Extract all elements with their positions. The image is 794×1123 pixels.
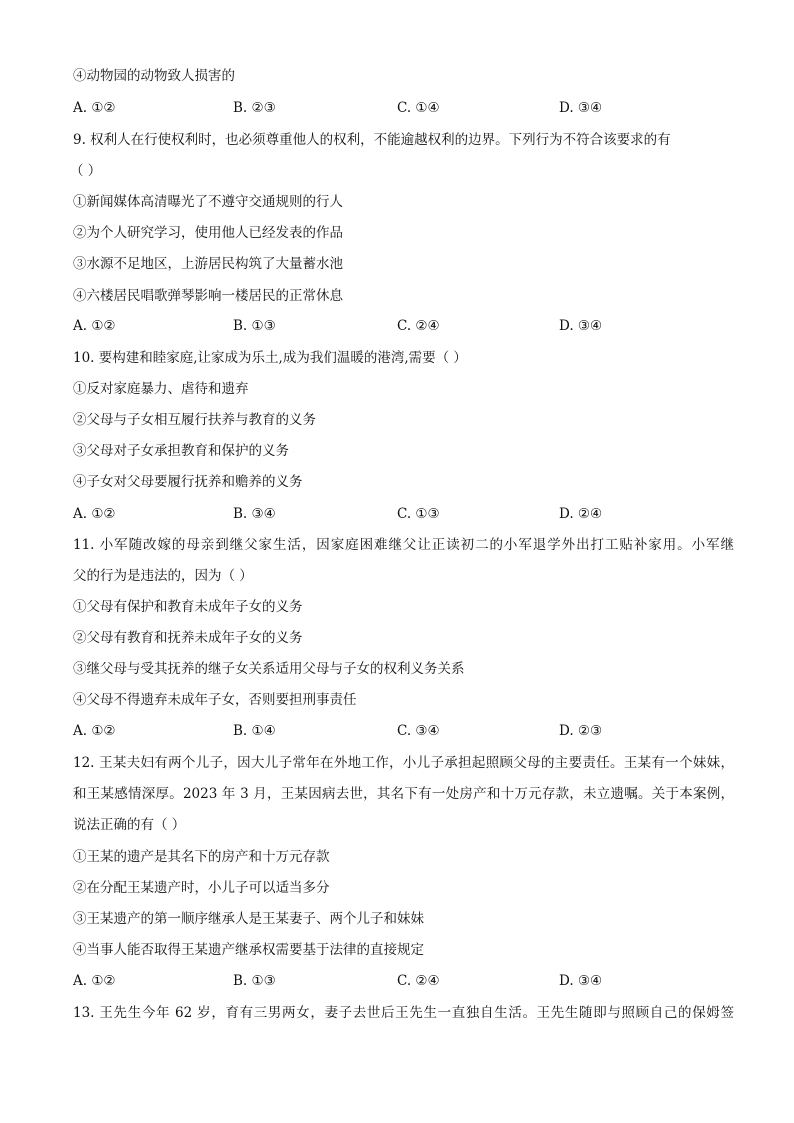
q11-option-c[interactable]: C. ③④ [397, 723, 440, 739]
q12-option-d[interactable]: D. ③④ [559, 973, 603, 989]
q10-statement-2: ②父母与子女相互履行扶养与教育的义务 [73, 412, 316, 428]
q11-statement-2: ②父母有教育和抚养未成年子女的义务 [73, 630, 303, 646]
q9-option-a[interactable]: A. ①② [73, 318, 116, 334]
q9-option-b[interactable]: B. ①③ [233, 318, 276, 334]
q11-option-d[interactable]: D. ②③ [559, 723, 603, 739]
q8-option-d[interactable]: D. ③④ [559, 100, 603, 116]
q12-statement-1: ①王某的遗产是其名下的房产和十万元存款 [73, 849, 330, 865]
q8-options [73, 99, 733, 117]
q12-statement-4: ④当事人能否取得王某遗产继承权需要基于法律的直接规定 [73, 942, 424, 958]
q8-statement-4: ④动物园的动物致人损害的 [73, 68, 235, 84]
q12-stem-line-2: 和王某感情深厚。2023 年 3 月，王某因病去世，其名下有一处房产和十万元存款，未立遗嘱。关于本案例， [73, 786, 734, 802]
q9-option-c[interactable]: C. ②④ [397, 318, 440, 334]
q10-statement-4: ④子女对父母要履行抚养和赡养的义务 [73, 474, 303, 490]
q11-stem-line-2: 父的行为是违法的，因为（ ） [73, 568, 253, 584]
q12-option-a[interactable]: A. ①② [73, 973, 116, 989]
q9-stem-line-2: （ ） [70, 163, 102, 179]
q10-statement-1: ①反对家庭暴力、虐待和遗弃 [73, 381, 249, 397]
q10-options [73, 505, 733, 523]
q12-option-c[interactable]: C. ②④ [397, 973, 440, 989]
q8-option-a[interactable]: A. ①② [73, 100, 116, 116]
q10-option-a[interactable]: A. ①② [73, 506, 116, 522]
q10-stem: 10. 要构建和睦家庭,让家成为乐土,成为我们温暖的港湾,需要（ ） [73, 350, 467, 366]
q10-option-d[interactable]: D. ②④ [559, 506, 603, 522]
q11-statement-1: ①父母有保护和教育未成年子女的义务 [73, 599, 303, 615]
q11-statement-4: ④父母不得遗弃未成年子女，否则要担刑事责任 [73, 692, 357, 708]
q10-option-b[interactable]: B. ③④ [233, 506, 276, 522]
q9-option-d[interactable]: D. ③④ [559, 318, 603, 334]
q11-options [73, 722, 733, 740]
q12-stem-line-1: 12. 王某夫妇有两个儿子，因大儿子常年在外地工作，小儿子承担起照顾父母的主要责任。王某有一个妹妹， [73, 755, 734, 771]
q9-statement-4: ④六楼居民唱歌弹琴影响一楼居民的正常休息 [73, 288, 343, 304]
q8-option-c[interactable]: C. ①④ [397, 100, 440, 116]
q12-stem-line-3: 说法正确的有（ ） [73, 817, 186, 833]
q11-option-a[interactable]: A. ①② [73, 723, 116, 739]
q9-statement-1: ①新闻媒体高清曝光了不遵守交通规则的行人 [73, 194, 343, 210]
q11-statement-3: ③继父母与受其抚养的继子女关系适用父母与子女的权利义务关系 [73, 661, 465, 677]
q9-statement-3: ③水源不足地区，上游居民构筑了大量蓄水池 [73, 256, 343, 272]
q13-stem-line-1: 13. 王先生今年 62 岁，育有三男两女，妻子去世后王先生一直独自生活。王先生随即与照顾自己的保姆签 [73, 1005, 734, 1021]
q9-options [73, 317, 733, 335]
q11-stem-line-1: 11. 小军随改嫁的母亲到继父家生活，因家庭困难继父让正读初二的小军退学外出打工贴补家用。小军继 [73, 537, 734, 553]
q11-option-b[interactable]: B. ①④ [233, 723, 276, 739]
q10-statement-3: ③父母对子女承担教育和保护的义务 [73, 443, 289, 459]
q12-statement-2: ②在分配王某遗产时，小儿子可以适当多分 [73, 880, 330, 896]
q10-option-c[interactable]: C. ①③ [397, 506, 440, 522]
q12-options [73, 972, 733, 990]
q12-option-b[interactable]: B. ①③ [233, 973, 276, 989]
q9-statement-2: ②为个人研究学习，使用他人已经发表的作品 [73, 225, 343, 241]
q12-statement-3: ③王某遗产的第一顺序继承人是王某妻子、两个儿子和妹妹 [73, 911, 424, 927]
q9-stem-line-1: 9. 权利人在行使权利时，也必须尊重他人的权利，不能逾越权利的边界。下列行为不符合该要求的有 [73, 132, 671, 148]
q8-option-b[interactable]: B. ②③ [233, 100, 276, 116]
